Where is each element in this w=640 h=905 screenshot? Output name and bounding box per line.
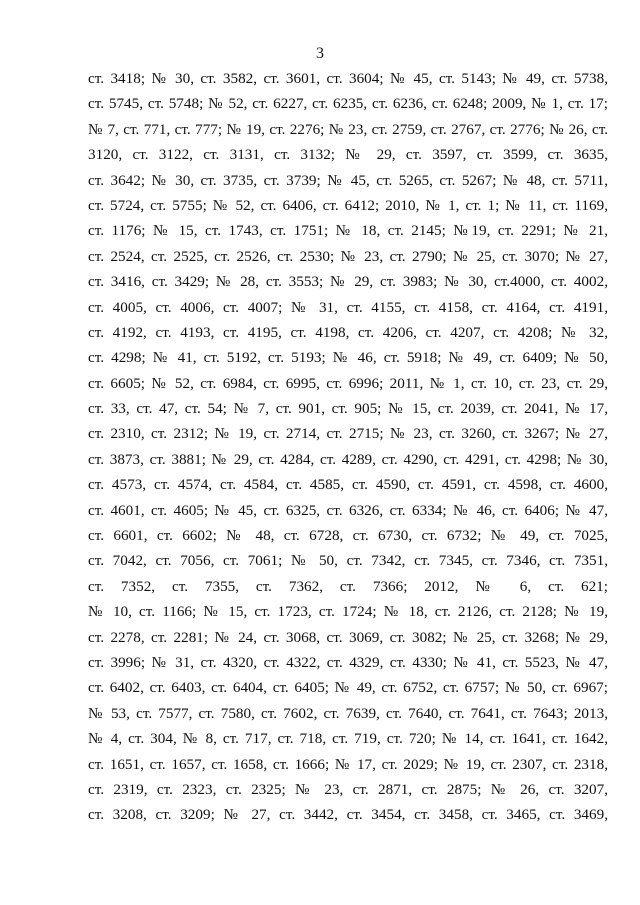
text-line: 3120, ст. 3122, ст. 3131, ст. 3132; № 29, ст. 3597, ст. 3599, ст. 3635, bbox=[88, 146, 608, 164]
text-line: ст. 6402, ст. 6403, ст. 6404, ст. 6405; № 49, ст. 6752, ст. 6757; № 50, ст. 6967; bbox=[88, 679, 608, 697]
text-line: ст. 3642; № 30, ст. 3735, ст. 3739; № 45, ст. 5265, ст. 5267; № 48, ст. 5711, bbox=[88, 171, 608, 189]
text-line: ст. 4298; № 41, ст. 5192, ст. 5193; № 46, ст. 5918; № 49, ст. 6409; № 50, bbox=[88, 349, 608, 367]
page-number: 3 bbox=[316, 45, 324, 62]
text-line: № 7, ст. 771, ст. 777; № 19, ст. 2276; № 23, ст. 2759, ст. 2767, ст. 2776; № 26, ст. bbox=[88, 120, 608, 138]
text-line: ст. 5724, ст. 5755; № 52, ст. 6406, ст. 6412; 2010, № 1, ст. 1; № 11, ст. 1169, bbox=[88, 196, 608, 214]
text-line: ст. 2310, ст. 2312; № 19, ст. 2714, ст. 2715; № 23, ст. 3260, ст. 3267; № 27, bbox=[88, 425, 608, 443]
text-line: ст. 5745, ст. 5748; № 52, ст. 6227, ст. 6235, ст. 6236, ст. 6248; 2009, № 1, ст. 17; bbox=[88, 95, 608, 113]
text-line: ст. 4192, ст. 4193, ст. 4195, ст. 4198, ст. 4206, ст. 4207, ст. 4208; № 32, bbox=[88, 323, 608, 341]
text-line: ст. 2524, ст. 2525, ст. 2526, ст. 2530; № 23, ст. 2790; № 25, ст. 3070; № 27, bbox=[88, 247, 608, 265]
text-line: № 10, ст. 1166; № 15, ст. 1723, ст. 1724; № 18, ст. 2126, ст. 2128; № 19, bbox=[88, 603, 608, 621]
text-line: ст. 1176; № 15, ст. 1743, ст. 1751; № 18, ст. 2145; №19, ст. 2291; № 21, bbox=[88, 222, 608, 240]
text-line: № 4, ст. 304, № 8, ст. 717, ст. 718, ст. 719, ст. 720; № 14, ст. 1641, ст. 1642, bbox=[88, 730, 608, 748]
text-line: ст. 6605; № 52, ст. 6984, ст. 6995, ст. 6996; 2011, № 1, ст. 10, ст. 23, ст. 29, bbox=[88, 374, 608, 392]
text-line: ст. 4573, ст. 4574, ст. 4584, ст. 4585, ст. 4590, ст. 4591, ст. 4598, ст. 4600, bbox=[88, 476, 608, 494]
text-line: ст. 7352, ст. 7355, ст. 7362, ст. 7366; 2012, № 6, ст. 621; bbox=[88, 577, 608, 595]
text-line: № 53, ст. 7577, ст. 7580, ст. 7602, ст. 7639, ст. 7640, ст. 7641, ст. 7643; 2013, bbox=[88, 704, 608, 722]
text-line: ст. 6601, ст. 6602; № 48, ст. 6728, ст. 6730, ст. 6732; № 49, ст. 7025, bbox=[88, 527, 608, 545]
text-line: ст. 3208, ст. 3209; № 27, ст. 3442, ст. 3454, ст. 3458, ст. 3465, ст. 3469, bbox=[88, 806, 608, 824]
document-body bbox=[88, 66, 608, 828]
text-line: ст. 3996; № 31, ст. 4320, ст. 4322, ст. 4329, ст. 4330; № 41, ст. 5523, № 47, bbox=[88, 653, 608, 671]
text-line: ст. 3418; № 30, ст. 3582, ст. 3601, ст. 3604; № 45, ст. 5143; № 49, ст. 5738, bbox=[88, 70, 608, 87]
text-line: ст. 33, ст. 47, ст. 54; № 7, ст. 901, ст. 905; № 15, ст. 2039, ст. 2041, № 17, bbox=[88, 400, 608, 418]
text-line: ст. 2278, ст. 2281; № 24, ст. 3068, ст. 3069, ст. 3082; № 25, ст. 3268; № 29, bbox=[88, 628, 608, 646]
text-line: ст. 4601, ст. 4605; № 45, ст. 6325, ст. 6326, ст. 6334; № 46, ст. 6406; № 47, bbox=[88, 501, 608, 519]
text-line: ст. 3416, ст. 3429; № 28, ст. 3553; № 29, ст. 3983; № 30, ст.4000, ст. 4002, bbox=[88, 273, 608, 291]
text-line: ст. 2319, ст. 2323, ст. 2325; № 23, ст. 2871, ст. 2875; № 26, ст. 3207, bbox=[88, 780, 608, 798]
text-line: ст. 3873, ст. 3881; № 29, ст. 4284, ст. 4289, ст. 4290, ст. 4291, ст. 4298; № 30, bbox=[88, 450, 608, 468]
text-line: ст. 4005, ст. 4006, ст. 4007; № 31, ст. 4155, ст. 4158, ст. 4164, ст. 4191, bbox=[88, 298, 608, 316]
text-line: ст. 1651, ст. 1657, ст. 1658, ст. 1666; № 17, ст. 2029; № 19, ст. 2307, ст. 2318, bbox=[88, 755, 608, 773]
text-line: ст. 7042, ст. 7056, ст. 7061; № 50, ст. 7342, ст. 7345, ст. 7346, ст. 7351, bbox=[88, 552, 608, 570]
